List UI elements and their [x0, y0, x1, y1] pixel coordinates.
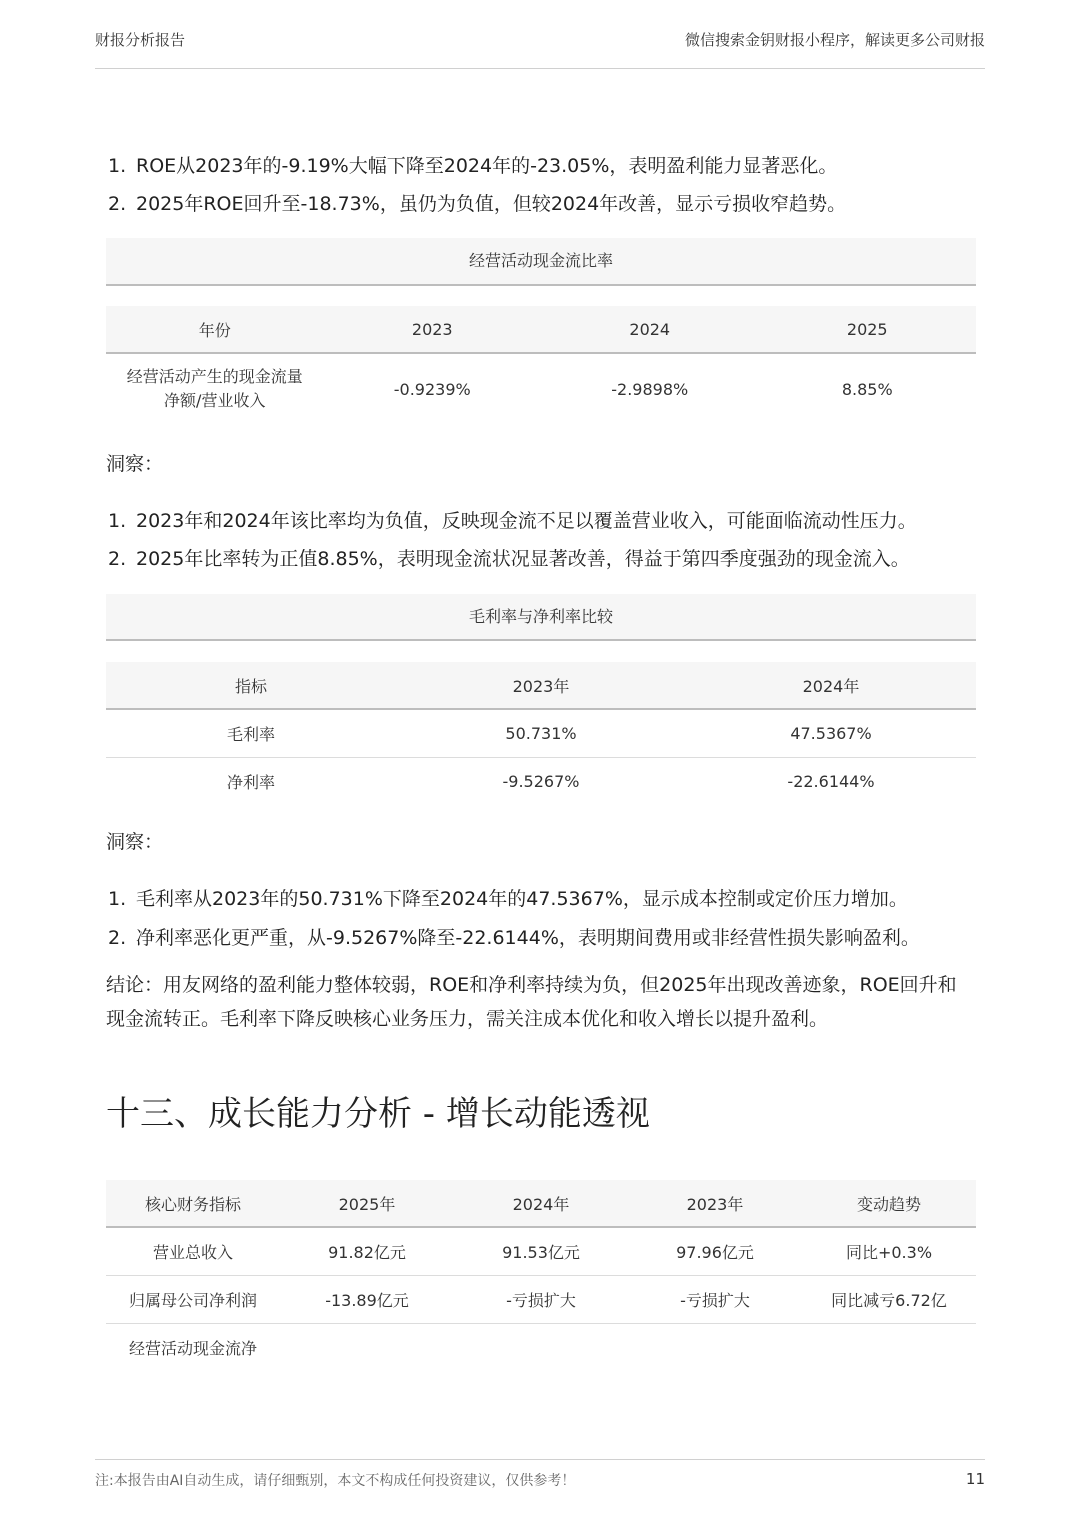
table-cell: 营业总收入: [152, 1243, 233, 1262]
row-label-line: 净额/营业收入: [164, 391, 266, 410]
table-row: [106, 1276, 976, 1324]
table-header-cell: 核心财务指标: [144, 1194, 241, 1214]
table-cell: 同比减亏6.72亿: [831, 1291, 947, 1310]
table-cell: 归属母公司净利润: [128, 1291, 257, 1310]
list-text: 2023年和2024年该比率均为负值，反映现金流不足以覆盖营业收入，可能面临流动性压力。: [136, 510, 917, 532]
table-cell: -2.9898%: [611, 379, 689, 399]
table-cell: -13.89亿元: [325, 1291, 409, 1310]
table-cell: 同比+0.3%: [845, 1243, 933, 1262]
table-header-cell: 2023年: [686, 1194, 744, 1214]
header-divider: [95, 68, 985, 69]
table-cell: 净利率: [226, 773, 275, 792]
list-number: 2.: [108, 548, 127, 570]
table-row: [106, 758, 976, 805]
table-header-cell: 2024: [629, 319, 671, 339]
table-header-cell: 2024年: [512, 1194, 570, 1214]
table-header-row: [106, 1180, 976, 1228]
list-text: 2025年ROE回升至-18.73%，虽仍为负值，但较2024年改善，显示亏损收窄趋势。: [136, 193, 847, 215]
table-cell: 91.53亿元: [502, 1243, 580, 1262]
section-title: 十三、成长能力分析 - 增长动能透视: [106, 1094, 650, 1134]
table-header-cell: 2025年: [338, 1194, 396, 1214]
table-cell: 经营活动现金流净: [128, 1338, 257, 1358]
insight-label: 洞察：: [106, 453, 164, 475]
table-cell: 50.731%: [505, 724, 577, 743]
table-header-row: [106, 662, 976, 710]
growth-table: [106, 1180, 976, 1370]
table-cell: -亏损扩大: [680, 1291, 750, 1310]
table-header-cell: 变动趋势: [856, 1194, 921, 1214]
table-cell: 毛利率: [226, 725, 275, 744]
page-number: 11: [965, 1470, 985, 1488]
list-item: [108, 881, 988, 917]
table-header-cell: 2025: [846, 319, 888, 339]
table-cell: 8.85%: [841, 379, 893, 399]
table-header-cell: 2024年: [802, 676, 860, 696]
table-cell: -9.5267%: [502, 772, 580, 791]
list-item: [108, 541, 988, 577]
table-cell: 91.82亿元: [328, 1243, 406, 1262]
table-header-cell: 2023年: [512, 676, 570, 696]
table-header-cell: 2023: [411, 319, 453, 339]
list-number: 1.: [108, 510, 127, 532]
table-row: [106, 1324, 976, 1370]
table-row-label: [106, 365, 324, 413]
list-text: ROE从2023年的-9.19%大幅下降至2024年的-23.05%，表明盈利能力显著恶化。: [136, 155, 838, 177]
list-number: 1.: [108, 155, 127, 177]
list-number: 2.: [108, 927, 127, 949]
list-item: [108, 503, 988, 539]
table-header-cell: 年份: [198, 320, 231, 340]
footer-disclaimer: 注:本报告由AI自动生成，请仔细甄别，本文不构成任何投资建议，仅供参考！: [95, 1473, 576, 1489]
conclusion-text: 结论：用友网络的盈利能力整体较弱，ROE和净利率持续为负，但2025年出现改善迹象，ROE回升和现金流转正。毛利率下降反映核心业务压力，需关注成本优化和收入增长以提升盈利。: [106, 974, 957, 1030]
footer-divider: [95, 1459, 985, 1460]
table-row: [106, 1228, 976, 1276]
list-number: 2.: [108, 193, 127, 215]
list-item: [108, 186, 988, 222]
row-label-line: 经营活动产生的现金流量: [126, 367, 303, 386]
margin-table-title: 毛利率与净利率比较: [106, 594, 976, 641]
table-cell: -0.9239%: [393, 379, 471, 399]
table-header-row: [106, 306, 976, 354]
cashflow-table: [106, 306, 976, 424]
cashflow-table-title: 经营活动现金流比率: [106, 238, 976, 286]
header-promo: 微信搜索金钥财报小程序，解读更多公司财报: [684, 31, 985, 49]
table-cell: 47.5367%: [790, 724, 872, 743]
table-cell: -亏损扩大: [506, 1291, 576, 1310]
list-number: 1.: [108, 888, 127, 910]
table-cell: -22.6144%: [787, 772, 875, 791]
list-item: [108, 920, 988, 956]
table-cell: 97.96亿元: [676, 1243, 754, 1262]
table-row: [106, 354, 976, 424]
table-header-cell: 指标: [234, 676, 267, 696]
list-text: 毛利率从2023年的50.731%下降至2024年的47.5367%，显示成本控制或定价压力增加。: [136, 888, 908, 910]
table-row: [106, 710, 976, 758]
insight-label: 洞察：: [106, 831, 164, 853]
list-text: 净利率恶化更严重，从-9.5267%降至-22.6144%，表明期间费用或非经营性损失影响盈利。: [136, 927, 920, 949]
list-text: 2025年比率转为正值8.85%，表明现金流状况显著改善，得益于第四季度强劲的现金流入。: [136, 548, 910, 570]
list-item: [108, 148, 988, 184]
header-title: 财报分析报告: [95, 31, 186, 49]
margin-table: [106, 662, 976, 805]
